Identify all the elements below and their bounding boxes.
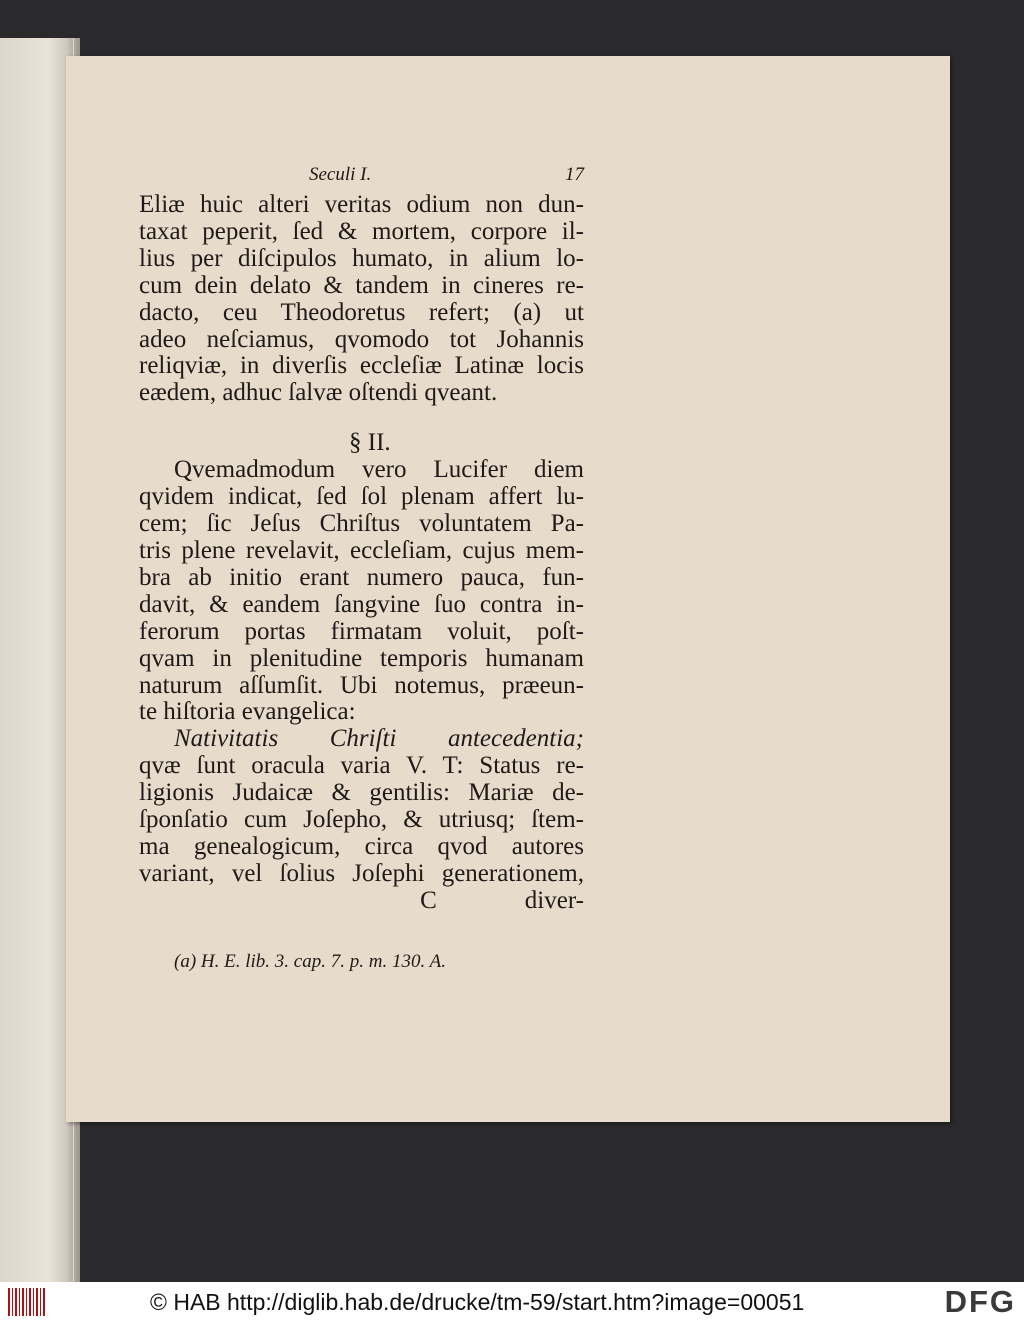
text-line: Qvemadmodum vero Lucifer diem	[174, 456, 584, 484]
signature-mark: C	[420, 886, 437, 914]
catchword: diver-	[524, 886, 584, 914]
page-header	[139, 164, 584, 186]
text-line: dacto, ceu Theodoretus refert; (a) ut	[139, 298, 584, 326]
text-line: qvæ ſunt oracula varia V. T: Status re-	[139, 752, 584, 780]
text-line: eædem, adhuc ſalvæ oſtendi qveant.	[139, 379, 498, 407]
text-line: ferorum portas firmatam voluit, poſt-	[139, 617, 584, 645]
text-line: cem; ſic Jeſus Chriſtus voluntatem Pa-	[139, 510, 584, 538]
text-line: ma genealogicum, circa qvod autores	[139, 832, 584, 860]
text-line: variant, vel ſolius Joſephi generationem,	[139, 859, 584, 887]
text-line: ſponſatio cum Joſepho, & utriusq; ſtem-	[139, 806, 584, 834]
text-line: qvidem indicat, ſed ſol plenam affert lu-	[139, 483, 584, 511]
viewer-footer	[0, 1282, 1024, 1322]
text-line: tris plene revelavit, eccleſiam, cujus mem-	[139, 536, 584, 564]
paragraph-2	[139, 457, 584, 726]
copyright-link[interactable]: © HAB http://diglib.hab.de/drucke/tm-59/start.htm?image=00051	[150, 1288, 805, 1315]
text-line: naturum aſſumſit. Ubi notemus, præeun-	[139, 671, 584, 699]
text-line: Nativitatis Chriſti antecedentia;	[174, 725, 584, 753]
text-line: lius per diſcipulos humato, in alium lo-	[139, 244, 584, 272]
text-line: Eliæ huic alteri veritas odium non dun-	[139, 191, 584, 218]
book-page	[66, 56, 950, 1122]
running-head: Seculi I.	[309, 164, 372, 185]
text-line: davit, & eandem ſangvine ſuo contra in-	[139, 590, 584, 618]
text-line: te hiſtoria evangelica:	[139, 698, 356, 726]
paragraph-3	[139, 726, 584, 887]
page-text-block	[139, 164, 584, 976]
dfg-logo: DFG	[944, 1284, 1016, 1319]
text-line: bra ab initio erant numero pauca, fun-	[139, 563, 584, 591]
barcode-icon	[8, 1288, 46, 1316]
paragraph-1	[139, 192, 584, 407]
section-heading: § II.	[349, 429, 391, 457]
page-number: 17	[565, 164, 584, 185]
signature-line	[139, 888, 584, 915]
text-line: reliqviæ, in diverſis eccleſiæ Latinæ locis	[139, 352, 584, 380]
text-line: taxat peperit, ſed & mortem, corpore il-	[139, 217, 584, 245]
text-line: ligionis Judaicæ & gentilis: Mariæ de-	[139, 779, 584, 807]
text-line: qvam in plenitudine temporis humanam	[139, 644, 584, 672]
footnote: (a) H. E. lib. 3. cap. 7. p. m. 130. A.	[174, 950, 446, 972]
text-line: adeo neſciamus, qvomodo tot Johannis	[139, 325, 584, 353]
text-line: cum dein delato & tandem in cineres re-	[139, 271, 584, 299]
